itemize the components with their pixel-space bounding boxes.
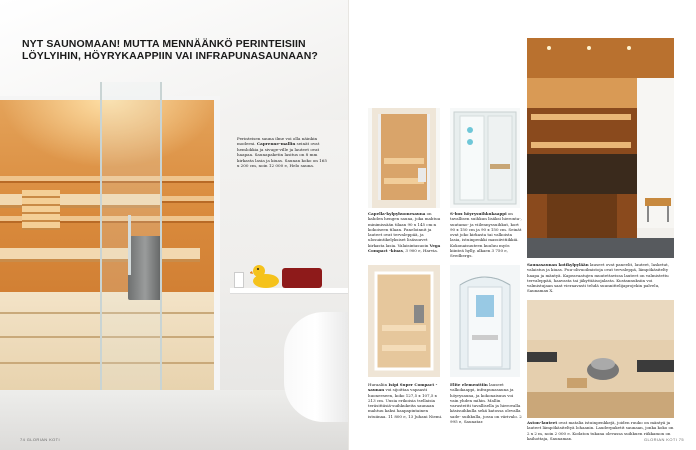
glass-frame-side <box>214 96 220 392</box>
caption-bold: Capella-kylpyhuonesauna <box>368 211 426 216</box>
caption-home-spa <box>527 262 675 294</box>
caption-text: on kahden hengen sauna, joka mahtuu minimissään tilaan 90 x 145 cm:n kokoiseen tilaan. Paneloinnit ja lauteet ovat tervaleppää, ja ulosuintikelyksiset lisäsuuvet kirkasta lasia. Valaisintasuoin <box>368 211 441 248</box>
caption-intro: ilme voi olla näinkin moderni. <box>237 136 318 147</box>
left-caption <box>237 136 329 168</box>
caption-sbox <box>450 211 522 259</box>
caption-text: ovat matalia istuinpenkkejä, joiden ruuko on mäntyä ja lauteet lämpökäsiteltyä lohaanin. Lauderpaketit saunaan, jonka koko on 2 x 2 m, noin 2 000 e. Kodaton tukana olevassa suihkuen riikkamon on kaihottaja, Saunamax. <box>527 420 674 441</box>
caption-capella <box>368 211 444 253</box>
aston-benches-photo <box>527 300 674 418</box>
headline: NYT SAUNOMAAN! MUTTA MENNÄÄNKÖ PERINTEISIIN LÖYLYIHIN, HÖYRYKAAPPIIN VAI INFRAPUNASAUNAAN? <box>22 38 318 62</box>
caption-bold: Isipi Super Compact -saunan <box>368 382 438 393</box>
home-spa-sauna-photo <box>527 38 674 258</box>
rubber-duck-icon <box>250 262 280 288</box>
caption-text: , 3 900 e, Harvia. <box>402 248 439 254</box>
bottle <box>234 272 244 288</box>
super-compact-sauna-photo <box>368 265 440 377</box>
elite-element-photo <box>450 265 520 377</box>
steam-shower-photo <box>450 108 520 208</box>
caption-bold: S-box höyrysuihkukaappi <box>450 211 507 216</box>
caption-bold: Saunasaunan kotikylpylään <box>527 262 589 267</box>
caption-bold: Elite elementtiin <box>450 382 488 387</box>
folio-right: GLORIAN KOTI 75 <box>643 437 684 442</box>
glass-door <box>100 82 162 434</box>
caption-lead: Perinteisen sauna <box>237 136 276 141</box>
folio-left: 74 GLORIAN KOTI <box>20 437 61 442</box>
bathtub <box>284 312 348 422</box>
caption-text: seinät ovat hemlokkia ja sivuge-ville ja lauteet ovat haapaa. Saunapaketin lasitus on 8 mm kirkasta lasia ja kiuas. Saunan koko on 165 x 200 cm, noin 12 000 e, Helo sauna. <box>237 141 327 169</box>
caption-super-compact <box>368 382 444 419</box>
caption-text: voi sijoittaa vapaasti huoneeseen, koko 127,5 x 107,5 x 213 cm. Uusia erikoisia tsellaisia teräsittäsiä-suihkukeita saunaan mahtuu kaksi haapapintainen istuiinaa. 11 800 e, 13 Juhani Niemi. <box>368 387 443 419</box>
backrest <box>22 190 60 230</box>
caption-product: Caprenne-mallin <box>256 141 296 147</box>
caption-elite <box>450 382 522 424</box>
shelf <box>230 288 348 294</box>
red-towels <box>282 268 322 288</box>
caption-text: lauseet valkokaappi, infrapunasauna ja höyrysauna, ja kokonaisuus voi vain yhden mihin. Mallin varusteitti tavallisella ja hierovalla käsisuihkulla sekä katossa olevalla sade- suihkulla, jossa on värivalo. 2 995 e, Saunatar. <box>450 382 522 425</box>
caption-bold: Aston-lauteet <box>527 420 558 425</box>
caption-bold: Vega Compact -kiuas <box>368 242 441 254</box>
caption-text: Huraaliin <box>368 382 389 387</box>
capella-sauna-photo <box>368 108 440 208</box>
caption-text: lauseet ovat paneelit, lauteet, lasketut, valaistus ja kiuas. Puu-olivuoilmistoja ovat tervaleppä, lämpökäsitelty haapa ja mäntyä. Kapeavaatujen muutettavissa lauteet on valmistettu tervaleppää, haavasta tai jäkyttiäisojalasta. Kustannuksiin voi valmistujaan saat vieraavasti tehdä suunnittelijaprojekin palvelu, Saunamax X. <box>527 262 669 294</box>
door-handle <box>128 215 131 275</box>
caption-text: on tavallisen suihkun lisäksi hieronta-, suutamo- ja viilennyssuihkut, kort 90 x 150 cm ja 90 x 150 cm. Seinät ovat joko kirkasta tai valkoista lasia, istuinpenkki massiivitiikkiä. Kokonaisuuteen kuuluu myös kiinteä hylly, alkaen 3 750 e, Svedbergs. <box>450 211 522 259</box>
